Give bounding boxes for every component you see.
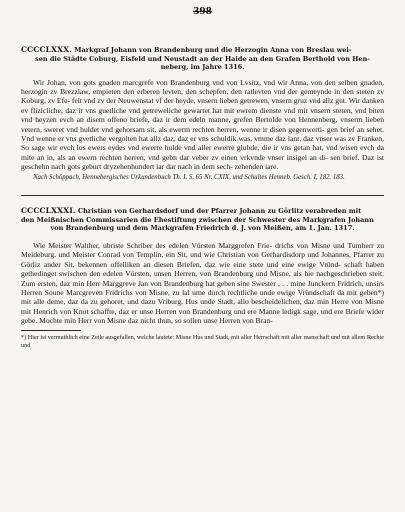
section-divider bbox=[21, 195, 384, 196]
body-line: ein Sit, und wie Christian von Gerhardisdorp und Johannes, Pfarrer zu Görliz bbox=[21, 250, 384, 269]
document-header bbox=[21, 207, 384, 233]
body-line: Soune Marcgreven Fridrichs von Misne, zu lal ume durch rechtliche unde ewige bbox=[44, 288, 296, 298]
body-line: zehenden iare. bbox=[234, 161, 279, 171]
document-numeral: CCCCLXXX. bbox=[21, 45, 73, 54]
body-line: daz er unse Herren von Brandenburg und ere Manne ledigk sage, und ere Briefe wider bbox=[118, 306, 384, 316]
header-line: sen die Städte Coburg, Eisfeld und Neustadt an der Haide an den Grafen Berthold von Hen- bbox=[35, 54, 370, 63]
body-line: sen brief. Daz ist geschehn nach gots geburt dryzehenhundert iar dar nach in dem sech- bbox=[21, 152, 385, 171]
document-header bbox=[21, 46, 384, 72]
body-line: vnd wir Anna, von den selben gnaden, herzogin zv Brezzlaw, empieten den erberen bbox=[21, 77, 384, 97]
body-paragraph bbox=[21, 241, 384, 326]
body-line: Brandenburg hat geben sine Swester , . . mine Junckern Fridrich, unsirs Herren bbox=[21, 278, 384, 298]
body-line: ewrem dienste vnd mit vnsern steten, vnd biten vnd heyzen evch an disem offeno briefe, bbox=[21, 105, 385, 125]
page-number: 398 bbox=[193, 7, 212, 17]
footnote: *) Hier ist vermuthlich eine Zeile ausgefallen, welche lautete: Misne Hus und Stadt, mit aller Herrschaft mit aller manschaft und mit allem Rechte und bbox=[21, 333, 384, 349]
document-480 bbox=[21, 46, 384, 182]
body-line: daz ir dem edeln manne, grefen Bertolde von Hennenberg, vnserm lieben vetern, bbox=[21, 115, 384, 134]
body-line: felt vnd zv der Neuwenstat vf der heyde, vnsern lieben getrewen, vnsern gruz vnd bbox=[71, 96, 321, 106]
document-numeral: CCCCLXXXI. bbox=[21, 206, 76, 216]
body-line: sweret vnd huldet vnd gehorsam sit, als ewerm rechten herren, wenne ir disen gegenwerti- bbox=[44, 124, 325, 134]
document-481 bbox=[21, 207, 384, 349]
body-line: was, vmme daz lant, daz vnser was zv Franken, So sage wir evch los ewers eydes vnd bbox=[21, 133, 384, 153]
header-line: den Meißnischen Commissarien die Ehestiftung zwischen der Schwester des Markgrafen Johann bbox=[21, 215, 374, 224]
body-line: als an ewern rechten herren, vnd gebn dar veber zv einen vrkvnde vnser insigel an di- bbox=[57, 152, 328, 162]
footnote-rule bbox=[21, 330, 81, 331]
body-line: levten, den schepfen, den ratlevten vnd der gemeynde in den steten zv Koburg, zv Efe- bbox=[21, 87, 385, 106]
header-text: Christian von Gerhardsdorf und der Pfarrer Johann zu Görlitz verabreden mit bbox=[78, 207, 362, 216]
header-line: von Brandenburg und dem Markgrafen Friedrich d. J. von Meißen, am 1. Jan. 1317. bbox=[50, 224, 355, 233]
body-line: Vründschaft da mit geben*) mit alle deme, daz da zu gehoret, und dazu Vriburg, Hus unde bbox=[21, 288, 384, 307]
body-line: Wir Johan, von gots gnaden marcgrefe von Brandenburg vnd von Lvsitz, bbox=[33, 77, 262, 87]
body-line: gebe. Mochte min Herr von Misne daz nicht thun, so sollen unse Herren von Bran- bbox=[21, 316, 273, 326]
body-line: gen brief an sehet. Vnd wenne er vns gvetliche vergolten hat allz daz, daz er vns schuldik bbox=[21, 124, 384, 143]
body-line: drichs von Misne und Tumherr zu Meideburg, und Meister Conrad von Templin, bbox=[21, 241, 384, 260]
header-line bbox=[21, 46, 384, 55]
source-citation: Nach Schöppach, Hennebergisches Urkundenbuch Th. I. S. 65 Nr. CXIX, und Schultes Henneb. Gesch. I, 182. 183. bbox=[33, 174, 345, 182]
body-line: schaft haben gethedinget swischen den edelen Vürsten, unsen Herren, von Brandenburg bbox=[21, 259, 384, 279]
body-paragraph bbox=[21, 78, 384, 171]
document-body bbox=[21, 241, 384, 326]
body-line: ewerre hulde vnd aller ewerre glubde, die ir vns getan hat, vnd wisen evch da mite an in, bbox=[21, 143, 384, 162]
body-line: allz gut. Wir danken ev flizicliche, daz ir vns guetliche vnd getreweliche gewartet hat mit bbox=[21, 96, 384, 115]
header-text: Markgraf Johann von Brandenburg und die Herzogin Anna von Breslau wei- bbox=[74, 46, 352, 54]
header-line bbox=[21, 207, 384, 216]
header-line: neberg, im Jahre 1316. bbox=[160, 63, 245, 72]
body-line: und Misne, als hie nachgeschrieben steit. Zum ersten, daz min Herr Marggreve Jan von bbox=[21, 269, 384, 288]
document-body bbox=[21, 78, 384, 182]
body-line: Stadt, allo bescheidelichen, daz min Herre von Misne mit Henrich von Knut schaffte, bbox=[21, 297, 384, 316]
body-line: ander Sit, bekennen offelliken an diesen Briefen, daz wie eine stete und eine ewige Vründ- bbox=[43, 259, 341, 269]
body-line: Wie Meister Walther, ubriste Schriber des edelen Vürsten Marggrefen Frie- bbox=[33, 241, 273, 250]
